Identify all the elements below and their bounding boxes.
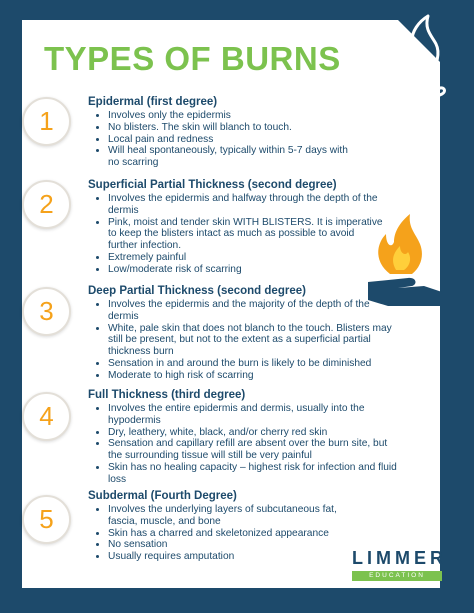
list-item: • Involves the entire epidermis and dermis, usually into the hypodermis (108, 403, 398, 427)
list-item: • No blisters. The skin will blanch to touch. (108, 122, 358, 134)
list-item: • Involves the underlying layers of subcutaneous fat, fascia, muscle, and bone (108, 504, 358, 528)
bullet-list (96, 299, 398, 382)
section-heading: Deep Partial Thickness (second degree) (88, 285, 306, 297)
bullet-list (96, 110, 358, 169)
hand-with-white-flame-icon (370, 14, 470, 109)
list-item: • No sensation (108, 539, 358, 551)
list-item: • Pink, moist and tender skin WITH BLISTERS. It is imperative to keep the blisters intact as much as possible to avoid further infection. (108, 217, 384, 252)
list-item: • Skin has a charred and skeletonized appearance (108, 528, 358, 540)
logo-subtitle: EDUCATION (352, 571, 442, 581)
list-item: • Sensation and capillary refill are absent over the burn site, but the surrounding tissue will still be very painful (108, 438, 398, 462)
list-item: • Involves only the epidermis (108, 110, 358, 122)
step-number-circle: 1 (22, 97, 71, 146)
list-item: • Dry, leathery, white, black, and/or cherry red skin (108, 427, 398, 439)
list-item: • Local pain and redness (108, 134, 358, 146)
bullet-list (96, 403, 398, 486)
section-heading: Superficial Partial Thickness (second degree) (88, 179, 337, 191)
section-heading: Epidermal (first degree) (88, 96, 218, 108)
step-number-circle: 3 (22, 287, 71, 336)
list-item: • Extremely painful (108, 252, 384, 264)
section-heading: Full Thickness (third degree) (88, 389, 246, 401)
step-number-circle: 2 (22, 180, 71, 229)
list-item: • Sensation in and around the burn is likely to be diminished (108, 358, 398, 370)
list-item: • Moderate to high risk of scarring (108, 370, 398, 382)
list-item: • Low/moderate risk of scarring (108, 264, 384, 276)
list-item: • Will heal spontaneously, typically within 5-7 days with no scarring (108, 145, 358, 169)
section-heading: Subdermal (Fourth Degree) (88, 490, 237, 502)
bullet-list (96, 504, 358, 563)
step-number-circle: 4 (22, 392, 71, 441)
brand-logo (352, 548, 447, 581)
list-item: • Involves the epidermis and the majority of the depth of the dermis (108, 299, 398, 323)
bullet-list (96, 193, 384, 276)
step-number-circle: 5 (22, 495, 71, 544)
list-item: • Skin has no healing capacity – highest risk for infection and fluid loss (108, 462, 398, 486)
list-item: • Usually requires amputation (108, 551, 358, 563)
list-item: • White, pale skin that does not blanch to the touch. Blisters may still be present, but not to the extent as a superficial partial thickness burn (108, 323, 398, 358)
page-title: TYPES OF BURNS (44, 40, 341, 77)
logo-name: LIMMER (352, 548, 447, 568)
list-item: • Involves the epidermis and halfway through the depth of the dermis (108, 193, 384, 217)
